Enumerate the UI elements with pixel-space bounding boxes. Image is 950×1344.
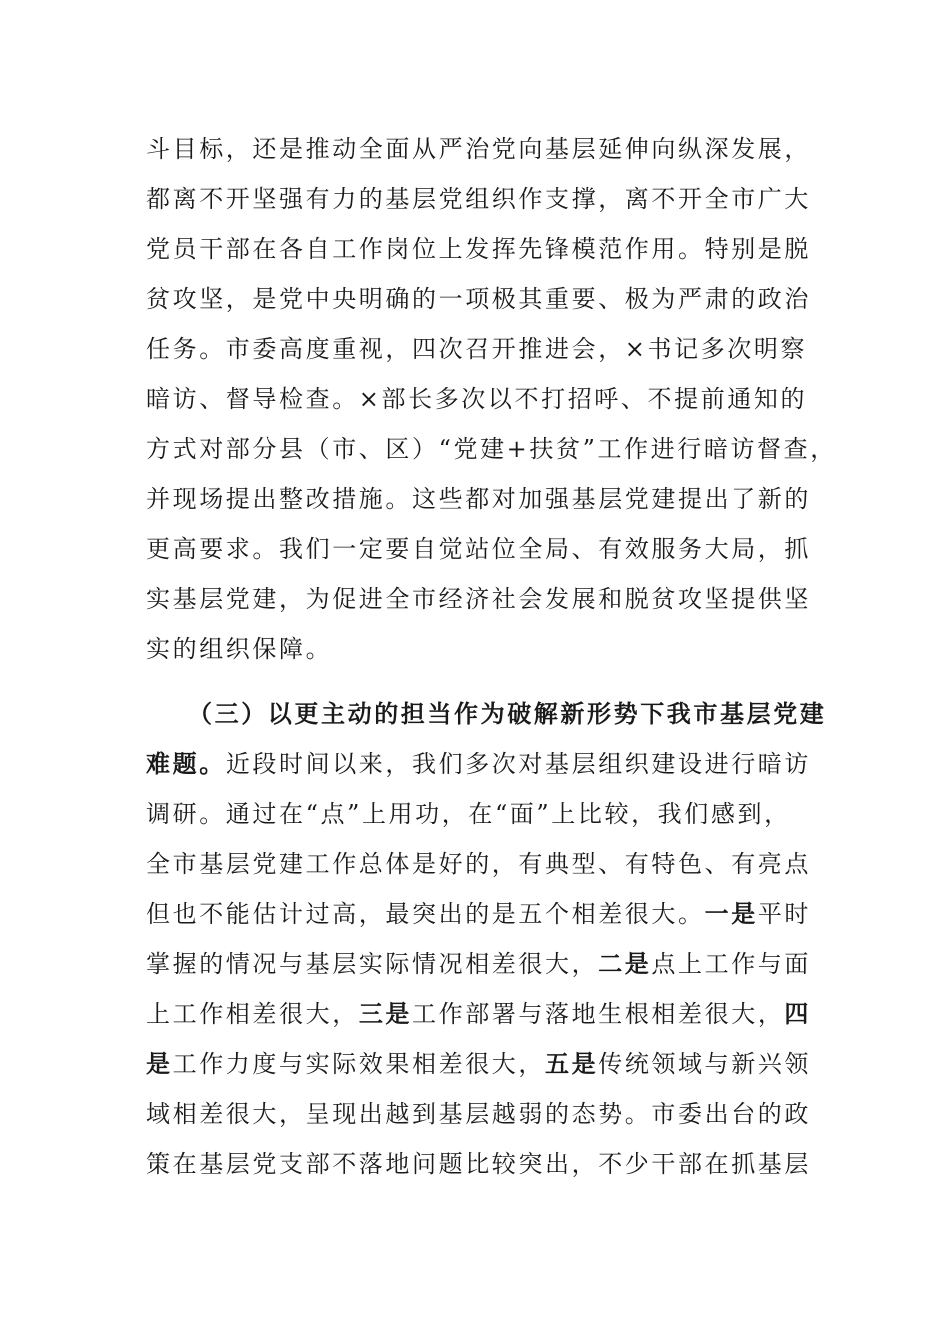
text-run: 掌握的情况与基层实际情况相差很大， (146, 950, 599, 978)
text-run: 上工作相差很大， (146, 1000, 359, 1028)
text-run: 点上工作与面 (651, 950, 812, 978)
text-line (146, 989, 810, 1039)
text-line: 实基层党建，为促进全市经济社会发展和脱贫攻坚提供坚 (146, 585, 811, 613)
text-line (146, 889, 810, 939)
text-run: 工作部署与落地生根相差很大， (412, 1000, 785, 1028)
section-heading: （三）以更主动的担当作为破解新形势下我市基层党建 (188, 699, 827, 728)
emphasis-fourth-start: 四 (784, 999, 812, 1028)
text-run: 工作力度与实际效果相差很大， (172, 1050, 546, 1078)
text-line: 全市基层党建工作总体是好的，有典型、有特色、有亮点 (146, 850, 811, 878)
emphasis-first: 一是 (704, 899, 758, 928)
text-run: 近段时间以来，我们多次对基层组织建设进行暗访 (225, 750, 812, 778)
text-line (146, 739, 810, 789)
text-line: 任务。市委高度重视，四次召开推进会，×书记多次明察 (146, 335, 808, 363)
text-line: 党员干部在各自工作岗位上发挥先锋模范作用。特别是脱 (146, 235, 811, 263)
text-line: 调研。通过在“点”上用功，在“面”上比较，我们感到， (146, 800, 791, 828)
text-line: 策在基层党支部不落地问题比较突出，不少干部在抓基层 (146, 1150, 811, 1178)
text-line: 方式对部分县（市、区）“党建+扶贫”工作进行暗访督查， (146, 435, 837, 463)
emphasis-fourth-end: 是 (146, 1049, 173, 1078)
emphasis-second: 二是 (598, 949, 652, 978)
emphasis-fifth: 五是 (545, 1049, 599, 1078)
text-run: 平时 (757, 900, 812, 928)
text-run: 传统领域与新兴领 (598, 1050, 812, 1078)
text-line (146, 939, 810, 989)
text-line: 都离不开坚强有力的基层党组织作支撑，离不开全市广大 (146, 185, 811, 213)
text-line: 暗访、督导检查。×部长多次以不打招呼、不提前通知的 (146, 385, 808, 413)
text-line: 并现场提出整改措施。这些都对加强基层党建提出了新的 (146, 485, 811, 513)
text-line (146, 1039, 810, 1089)
text-line: 更高要求。我们一定要自觉站位全局、有效服务大局，抓 (146, 535, 811, 563)
paragraph-2 (146, 689, 827, 1189)
text-line: 域相差很大，呈现出越到基层越弱的态势。市委出台的政 (146, 1100, 811, 1128)
text-line: 实的组织保障。 (146, 635, 333, 663)
paragraph-1 (146, 124, 837, 674)
text-run: 但也不能估计过高，最突出的是五个相差很大。 (146, 900, 705, 928)
section-heading-end: 难题。 (146, 749, 226, 778)
emphasis-third: 三是 (358, 999, 413, 1028)
text-line: 斗目标，还是推动全面从严治党向基层延伸向纵深发展， (146, 135, 811, 163)
text-line: 贫攻坚，是党中央明确的一项极其重要、极为严肃的政治 (146, 285, 811, 313)
